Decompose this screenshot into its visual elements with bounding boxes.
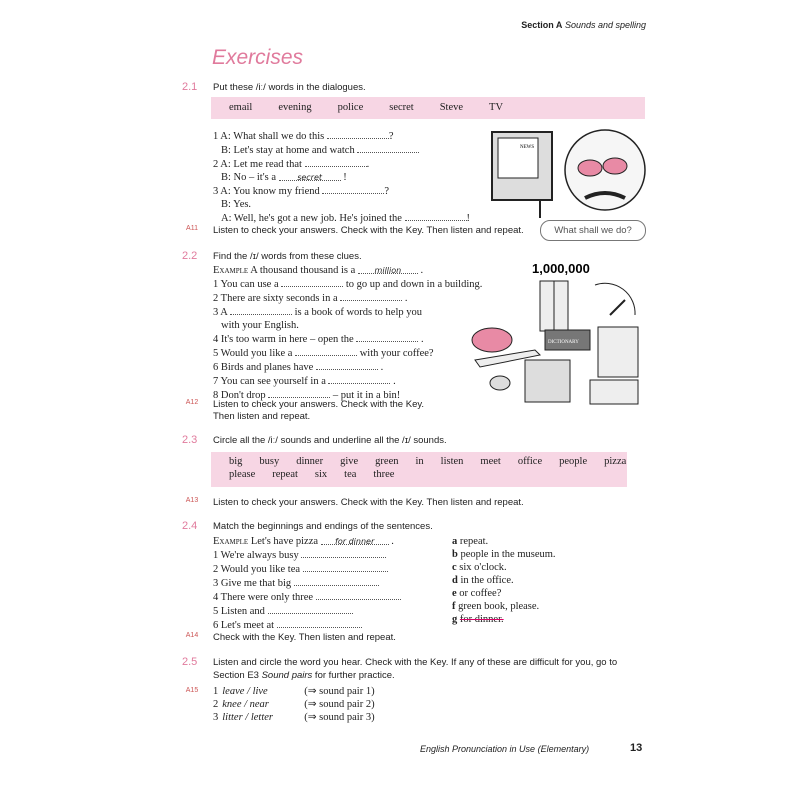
clue-text-end: . [377,362,384,373]
clue-text: 6 Birds and planes have [213,362,316,373]
clue-text: with your English. [221,320,299,331]
word-item: TV [489,102,504,113]
check-instruction: Check with the Key. Then listen and repeat. [213,632,396,643]
audio-track-icon: A15 [185,687,199,694]
answer-blank [294,576,379,586]
example-text: A thousand thousand is a [250,265,358,276]
million-number: 1,000,000 [532,261,590,276]
dialogue-line [213,129,470,143]
word-item: repeat [272,469,298,480]
answer-blank [305,157,367,167]
ending-letter: g [452,614,458,625]
exercise-number: 2.1 [182,81,198,93]
example-text: Let's have pizza [250,536,321,547]
sentence-ending [452,613,556,626]
clue-lines [213,277,482,402]
word-item: green [375,456,399,467]
line-text: A: Well, he's got a new job. He's joined the [221,213,405,224]
exercise-instruction-2 [213,670,395,681]
answer-blank [316,360,378,370]
sound-pair-item [213,711,375,724]
example-label: Example [213,265,249,276]
ending-letter: f [452,601,456,612]
line-text: B: Let's stay at home and watch [221,145,358,156]
line-text: 3 A: You know my friend [213,186,323,197]
example-label: Example [213,536,249,547]
line-end: ! [466,213,471,224]
clue-line [213,291,482,305]
word-item: six [314,469,328,480]
sentence-ending [452,561,556,574]
word-item: dinner [296,456,324,467]
ending-text: or coffee? [459,588,502,599]
speech-bubble: What shall we do? [540,220,646,241]
sentence-ending [452,548,556,561]
check-instruction: Listen to check your answers. Check with the Key. Then listen and repeat. [213,225,524,236]
clues-illustration [470,255,650,405]
clue-line [213,332,482,346]
word-item: give [340,456,359,467]
page-title: Exercises [212,46,304,69]
beginning-text: 1 We're always busy [213,550,299,561]
clue-text-end: . [390,376,396,387]
word-item: meet [480,456,501,467]
clue-text: 2 There are sixty seconds in a [213,293,341,304]
clue-line [213,360,482,374]
word-item: three [373,469,395,480]
exercise-number: 2.4 [182,520,198,532]
ending-text: six o'clock. [459,562,507,573]
word-item: email [229,102,253,113]
sentence-ending [452,600,556,613]
dialogue-line [213,171,470,184]
clue-text-end: to go up and down in a building. [343,279,483,290]
beginning-text: 4 There were only three [213,592,314,603]
dialogue-line [213,143,470,157]
sound-pair-item [213,685,375,698]
word-item: pizza [604,456,627,467]
dialogue-lines [213,129,470,225]
word-pair: knee / near [222,699,269,710]
exercise-number: 2.5 [182,656,198,668]
word-item: busy [259,456,280,467]
instruction-emphasis: Sound pairs [261,670,313,681]
item-number: 1 [213,686,219,697]
exercise-number: 2.2 [182,250,198,262]
exercise-instruction: Match the beginnings and endings of the sentences. [213,521,433,532]
dialogue-line [213,157,470,171]
sentence-beginning [213,576,401,590]
word-row-2 [229,468,627,481]
answer-blank [281,277,343,287]
ending-letter: a [452,536,458,547]
ending-text: in the office. [460,575,514,586]
example-end: . [388,536,394,547]
clue-line [213,346,482,360]
clue-text: 8 Don't drop [213,390,269,401]
word-box [211,97,645,119]
sentence-beginning [213,604,401,618]
ending-letter: d [452,575,458,586]
line-end: ! [340,172,347,183]
sentence-ending [452,574,556,587]
line-end: . [366,159,370,170]
dictionary-label: DICTIONARY [548,340,579,345]
word-item: Steve [439,102,464,113]
sentence-ending [452,587,556,600]
line-end: ? [384,186,390,197]
sound-pair-ref: (⇒ sound pair 3) [304,712,375,723]
clue-text: 7 You can see yourself in a [213,376,329,387]
sound-pair-item [213,698,375,711]
instruction-text: Section E3 [213,670,262,681]
beginning-text: 5 Listen and [213,606,265,617]
word-item: police [337,102,364,113]
word-item: please [229,469,256,480]
clue-text-end: . [402,293,408,304]
ending-text: green book, please. [458,601,540,612]
clue-line [213,277,482,291]
ending-text: for dinner. [459,614,504,625]
ending-text: people in the museum. [460,549,556,560]
ending-letter: e [452,588,457,599]
clue-text: 3 A [213,307,230,318]
clue-text: 5 Would you like a [213,348,296,359]
answer-blank [327,129,389,139]
example-answer: for dinner [321,535,389,545]
sentence-endings [452,535,556,626]
answer-blank [277,618,362,628]
clue-text-end: is a book of words to help you [291,307,423,318]
clue-line [213,319,482,332]
word-item: people [559,456,588,467]
line-text: 1 A: What shall we do this [213,131,327,142]
ending-text: repeat. [459,536,489,547]
exercise-instruction: Listen and circle the word you hear. Check with the Key. If any of these are difficult for you, go to [213,657,618,668]
sound-pair-ref: (⇒ sound pair 2) [304,699,375,710]
sentence-ending [452,535,556,548]
page-number: 13 [630,742,643,754]
audio-track-icon: A12 [185,399,199,406]
running-header [521,20,646,30]
word-row-1 [229,455,627,468]
sentence-beginnings [213,548,401,632]
answer-blank [357,143,419,153]
word-item: secret [389,102,414,113]
answer-blank [340,291,402,301]
beginning-text: 2 Would you like tea [213,564,301,575]
answer-blank [405,211,467,221]
check-instruction-2: Then listen and repeat. [213,411,311,422]
example-line [213,535,394,548]
answer-blank [230,305,292,315]
word-item: evening [278,102,312,113]
footer-book-title: English Pronunciation in Use (Elementary) [420,744,590,754]
line-text: B: Yes. [221,199,252,210]
ending-letter: c [452,562,457,573]
answer-text: secret [279,171,341,181]
tv-fishbowl-illustration [490,128,650,220]
answer-blank [303,562,388,572]
answer-blank [322,184,384,194]
sound-pair-ref: (⇒ sound pair 1) [304,686,375,697]
clue-line [213,374,482,388]
sentence-beginning [213,618,401,632]
clue-line [213,305,482,319]
answer-blank [295,346,357,356]
ending-letter: b [452,549,458,560]
word-box [211,452,627,487]
audio-track-icon: A14 [185,632,199,639]
clue-text: 1 You can use a [213,279,282,290]
exercise-instruction: Circle all the /iː/ sounds and underline all the /ɪ/ sounds. [213,435,447,446]
clue-text-end: – put it in a bin! [330,390,401,401]
exercise-instruction: Find the /ɪ/ words from these clues. [213,251,362,262]
example-answer: million [358,264,418,274]
word-item: in [415,456,424,467]
section-subtitle: Sounds and spelling [564,20,646,30]
item-number: 2 [213,699,219,710]
word-pair: litter / letter [222,712,273,723]
clue-text-end: . [418,334,424,345]
word-item: tea [344,469,357,480]
check-instruction: Listen to check your answers. Check with the Key. [213,399,425,410]
check-instruction: Listen to check your answers. Check with the Key. Then listen and repeat. [213,497,524,508]
tv-news-label: NEWS [520,145,535,150]
item-number: 3 [213,712,219,723]
example-end: . [417,265,424,276]
dialogue-line [213,198,470,211]
answer-blank [316,590,401,600]
sound-pair-list [213,685,375,724]
word-item: listen [440,456,464,467]
answer-blank [328,374,390,384]
audio-track-icon: A11 [186,225,198,232]
example-line [213,264,423,277]
line-text: B: No – it's a [221,172,279,183]
sentence-beginning [213,562,401,576]
exercise-instruction: Put these /iː/ words in the dialogues. [213,82,366,93]
clue-text-end: with your coffee? [357,348,434,359]
dialogue-line [213,211,470,225]
word-pair: leave / live [222,686,268,697]
beginning-text: 6 Let's meet at [213,620,275,631]
answer-blank [268,604,353,614]
clue-text: 4 It's too warm in here – open the [213,334,357,345]
section-label: Section A [521,20,563,30]
exercise-number: 2.3 [182,434,198,446]
instruction-text-end: for further practice. [312,670,395,681]
word-item: big [229,456,243,467]
audio-track-icon: A13 [185,497,199,504]
beginning-text: 3 Give me that big [213,578,292,589]
line-text: 2 A: Let me read that [213,159,305,170]
answer-blank [356,332,418,342]
sentence-beginning [213,590,401,604]
answer-blank [301,548,386,558]
dialogue-line [213,184,470,198]
word-item: office [517,456,543,467]
line-end: ? [388,131,394,142]
sentence-beginning [213,548,401,562]
answer-blank [268,388,330,398]
